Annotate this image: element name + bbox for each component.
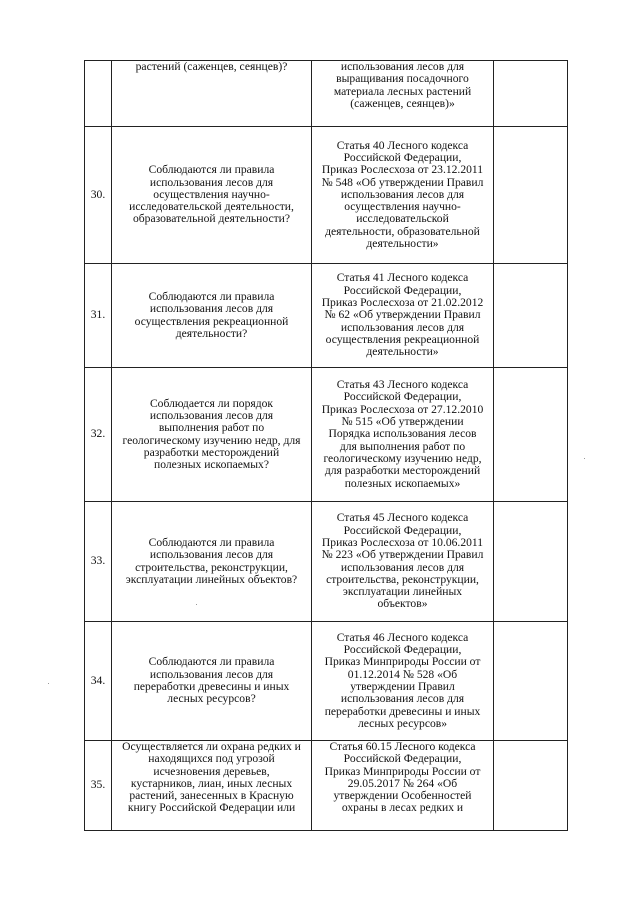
notes-cell xyxy=(494,61,568,127)
notes-cell xyxy=(494,741,568,831)
question-cell xyxy=(112,502,312,622)
reference-cell xyxy=(312,127,494,264)
notes-cell xyxy=(494,368,568,502)
reference-text: Статья 60.15 Лесного кодекса Российской Федерации, Приказ Минприроды России от 29.05.2017 № 264 «Об утверждении Особенностей охраны в лесах редких и xyxy=(324,740,481,815)
reference-cell xyxy=(312,368,494,502)
row-number: 35. xyxy=(90,778,106,792)
notes-cell xyxy=(494,622,568,741)
row-number: 34. xyxy=(90,673,106,687)
reference-cell xyxy=(312,264,494,368)
row-number: 32. xyxy=(90,427,106,441)
table-row xyxy=(85,368,568,502)
reference-cell xyxy=(312,622,494,741)
reference-text: Статья 43 Лесного кодекса Российской Федерации, Приказ Рослесхоза от 27.12.2010 № 515 «Об утверждении Порядка использования лесов для выполнения работ по геологическому изучению недр, для разработки месторождений полезных ископаемых» xyxy=(321,378,484,490)
question-text: растений (саженцев, сеянцев)? xyxy=(135,60,288,73)
question-cell xyxy=(112,622,312,741)
row-number-cell xyxy=(85,264,112,368)
question-text: Соблюдаются ли правила использования лесов для переработки древесины и иных лесных ресурсов? xyxy=(133,655,290,706)
reference-cell xyxy=(312,502,494,622)
question-text: Соблюдаются ли правила использования лесов для строительства, реконструкции, эксплуатации линейных объектов? xyxy=(125,535,298,586)
row-number-cell xyxy=(85,368,112,502)
row-number: 33. xyxy=(90,554,106,568)
question-text: Осуществляется ли охрана редких и находящихся под угрозой исчезновения деревьев, кустарников, лиан, иных лесных растений, занесенных в Красную книгу Российской Федерации или xyxy=(122,740,301,815)
question-text: Соблюдаются ли правила использования лесов для осуществления рекреационной деятельности? xyxy=(134,289,289,340)
notes-cell xyxy=(494,502,568,622)
question-cell xyxy=(112,61,312,127)
reference-text: Статья 46 Лесного кодекса Российской Федерации, Приказ Минприроды России от 01.12.2014 № 528 «Об утверждении Правил использования лесов для переработки древесины и иных лесных ресурсов» xyxy=(324,630,481,730)
table-row xyxy=(85,622,568,741)
scan-speck xyxy=(584,458,585,459)
row-number-cell xyxy=(85,622,112,741)
question-cell xyxy=(112,368,312,502)
scan-speck xyxy=(196,604,197,605)
row-number-cell xyxy=(85,127,112,264)
question-cell xyxy=(112,741,312,831)
reference-cell xyxy=(312,61,494,127)
table-row xyxy=(85,127,568,264)
question-text: Соблюдаются ли правила использования лесов для осуществления научно- исследовательской деятельности, образовательной деятельности? xyxy=(129,163,294,226)
question-cell xyxy=(112,264,312,368)
row-number: 31. xyxy=(90,308,106,322)
notes-cell xyxy=(494,127,568,264)
reference-text: Статья 40 Лесного кодекса Российской Федерации, Приказ Рослесхоза от 23.12.2011 № 548 «Об утверждении Правил использования лесов для осуществления научно- исследовательской деятельности, образовательной деятельности» xyxy=(321,138,484,251)
question-text: Соблюдается ли порядок использования лесов для выполнения работ по геологическому изучению недр, для разработки месторождений полезных ископаемых? xyxy=(122,396,301,472)
reference-cell xyxy=(312,741,494,831)
scan-speck xyxy=(48,683,49,684)
row-number: 30. xyxy=(90,187,106,201)
table-row xyxy=(85,741,568,831)
requirements-table xyxy=(84,60,568,831)
reference-text: Статья 45 Лесного кодекса Российской Федерации, Приказ Рослесхоза от 10.06.2011 № 223 «Об утверждении Правил использования лесов для строительства, реконструкции, эксплуатации линейных объектов» xyxy=(321,511,484,611)
table-row xyxy=(85,264,568,368)
row-number-cell xyxy=(85,61,112,127)
table-row xyxy=(85,61,568,127)
reference-text: использования лесов для выращивания посадочного материала лесных растений (саженцев, сеянцев)» xyxy=(333,60,472,110)
notes-cell xyxy=(494,264,568,368)
row-number-cell xyxy=(85,502,112,622)
reference-text: Статья 41 Лесного кодекса Российской Федерации, Приказ Рослесхоза от 21.02.2012 № 62 «Об утверждении Правил использования лесов для осуществления рекреационной деятельности» xyxy=(321,271,484,359)
table-row xyxy=(85,502,568,622)
row-number-cell xyxy=(85,741,112,831)
question-cell xyxy=(112,127,312,264)
